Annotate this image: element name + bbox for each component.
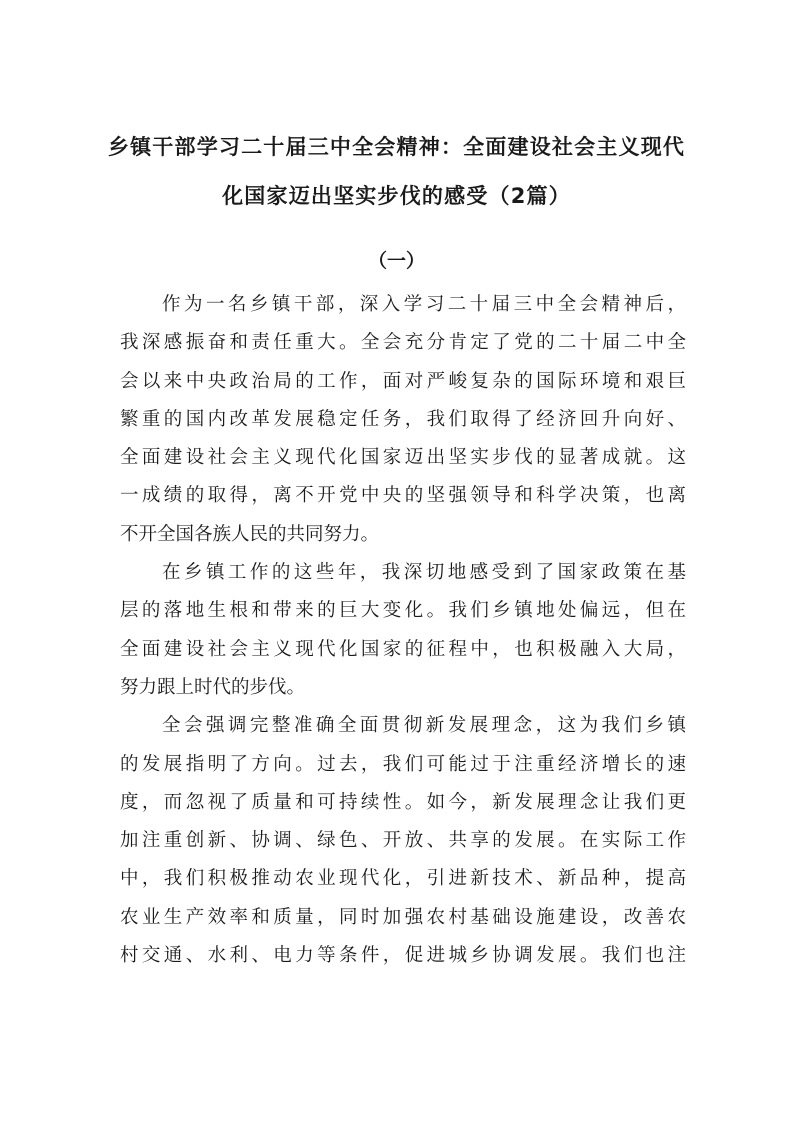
paragraph-1-line: 全面建设社会主义现代化国家迈出坚实步伐的显著成就。这 <box>120 447 686 469</box>
paragraph-1-line: 一成绩的取得，离不开党中央的坚强领导和科学决策，也离 <box>120 485 686 507</box>
paragraph-2-line: 努力跟上时代的步伐。 <box>120 676 306 698</box>
paragraph-3-line: 加注重创新、协调、绿色、开放、共享的发展。在实际工作 <box>120 830 686 852</box>
paragraph-1-line: 我深感振奋和责任重大。全会充分肯定了党的二十届二中全 <box>120 332 686 354</box>
paragraph-3-line: 度，而忽视了质量和可持续性。如今，新发展理念让我们更 <box>120 791 686 813</box>
paragraph-1-line: 作为一名乡镇干部，深入学习二十届三中全会精神后， <box>162 294 686 315</box>
paragraph-1-line: 繁重的国内改革发展稳定任务，我们取得了经济回升向好、 <box>120 408 686 430</box>
paragraph-3-line: 中，我们积极推动农业现代化，引进新技术、新品种，提高 <box>120 868 686 890</box>
paragraph-3-line: 全会强调完整准确全面贯彻新发展理念，这为我们乡镇 <box>162 715 686 737</box>
document-title-line-1: 乡镇干部学习二十届三中全会精神：全面建设社会主义现代 <box>107 135 686 159</box>
paragraph-3-line: 的发展指明了方向。过去，我们可能过于注重经济增长的速 <box>120 753 686 775</box>
paragraph-3-line: 农业生产效率和质量，同时加强农村基础设施建设，改善农 <box>120 906 686 928</box>
paragraph-2-line: 全面建设社会主义现代化国家的征程中，也积极融入大局， <box>120 638 686 660</box>
document-body <box>120 286 686 975</box>
section-heading: （一） <box>367 250 425 272</box>
paragraph-3-line: 村交通、水利、电力等条件，促进城乡协调发展。我们也注 <box>120 945 686 967</box>
paragraph-2-line: 层的落地生根和带来的巨大变化。我们乡镇地处偏远，但在 <box>120 600 686 622</box>
paragraph-2-line: 在乡镇工作的这些年，我深切地感受到了国家政策在基 <box>162 562 686 584</box>
paragraph-1-line: 不开全国各族人民的共同努力。 <box>120 523 380 545</box>
paragraph-1-line: 会以来中央政治局的工作，面对严峻复杂的国际环境和艰巨 <box>120 370 686 392</box>
document-title-line-2: 化国家迈出坚实步伐的感受（2篇） <box>222 184 571 208</box>
